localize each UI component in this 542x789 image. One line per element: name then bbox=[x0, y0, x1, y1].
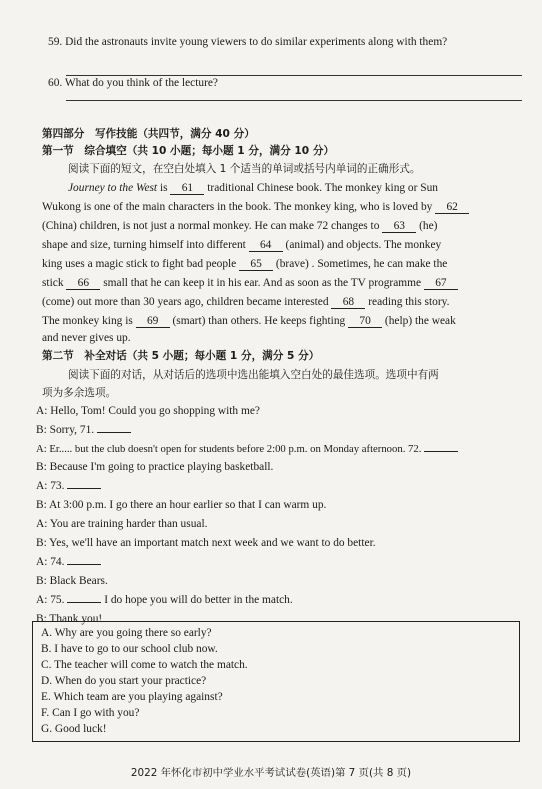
dialogue-line-3: A: Er..... but the club doesn't open for students before 2:00 p.m. on Monday afternoon. 72. bbox=[36, 443, 458, 456]
section2-heading: 第二节 补全对话（共 5 小题；每小题 1 分，满分 5 分） bbox=[42, 350, 320, 362]
cloze-line-7: (come) out more than 30 years ago, children became interested 68 reading this story. bbox=[42, 296, 450, 308]
section1-instruction: 阅读下面的短文，在空白处填入 1 个适当的单词或括号内单词的正确形式。 bbox=[68, 163, 421, 175]
blank-63[interactable]: 63 bbox=[382, 220, 416, 233]
blank-66[interactable]: 66 bbox=[66, 277, 100, 290]
book-title: Journey to the West bbox=[68, 182, 158, 194]
blank-68[interactable]: 68 bbox=[331, 296, 365, 309]
section1-heading: 第一节 综合填空（共 10 小题；每小题 1 分，满分 10 分） bbox=[42, 145, 335, 157]
option-f[interactable]: F. Can I go with you? bbox=[41, 707, 140, 719]
blank-65[interactable]: 65 bbox=[239, 258, 273, 271]
option-c[interactable]: C. The teacher will come to watch the match. bbox=[41, 659, 248, 671]
blank-72[interactable] bbox=[424, 451, 458, 452]
section2-instruction-1: 阅读下面的对话，从对话后的选项中选出能填入空白处的最佳选项。选项中有两 bbox=[68, 369, 439, 381]
blank-73[interactable] bbox=[67, 488, 101, 489]
blank-71[interactable] bbox=[97, 432, 131, 433]
cloze-line-2: Wukong is one of the main characters in the book. The monkey king, who is loved by 62 bbox=[42, 201, 469, 214]
dialogue-line-8: B: Yes, we'll have an important match next week and we want to do better. bbox=[36, 537, 376, 549]
option-d[interactable]: D. When do you start your practice? bbox=[41, 675, 207, 687]
blank-74[interactable] bbox=[67, 564, 101, 565]
dialogue-line-2: B: Sorry, 71. bbox=[36, 424, 131, 437]
answer-line-59[interactable] bbox=[66, 75, 522, 76]
dialogue-line-12: B: Thank you! bbox=[36, 613, 103, 625]
cloze-line-1: Journey to the West is 61 traditional Chinese book. The monkey king or Sun bbox=[68, 182, 438, 194]
blank-75[interactable] bbox=[67, 602, 101, 603]
cloze-line-4: shape and size, turning himself into different 64 (animal) and objects. The monkey bbox=[42, 239, 442, 251]
blank-64[interactable]: 64 bbox=[249, 239, 283, 252]
dialogue-line-10: B: Black Bears. bbox=[36, 575, 108, 587]
cloze-line-6: stick 66 small that he can keep it in his ear. And as soon as the TV programme 67 bbox=[42, 277, 458, 290]
question-60: 60. What do you think of the lecture? bbox=[48, 77, 218, 89]
dialogue-line-1: A: Hello, Tom! Could you go shopping with me? bbox=[36, 405, 260, 417]
dialogue-line-7: A: You are training harder than usual. bbox=[36, 518, 208, 530]
dialogue-line-6: B: At 3:00 p.m. I go there an hour earlier so that I can warm up. bbox=[36, 499, 327, 511]
option-e[interactable]: E. Which team are you playing against? bbox=[41, 691, 223, 703]
dialogue-line-5: A: 73. bbox=[36, 480, 101, 493]
dialogue-line-11: A: 75. I do hope you will do better in the match. bbox=[36, 594, 293, 606]
cloze-line-3: (China) children, is not just a normal monkey. He can make 72 changes to 63 (he) bbox=[42, 220, 438, 232]
section2-instruction-2: 项为多余选项。 bbox=[42, 387, 117, 399]
part4-heading: 第四部分 写作技能（共四节，满分 40 分） bbox=[42, 128, 255, 140]
blank-67[interactable]: 67 bbox=[424, 277, 458, 290]
cloze-line-5: king uses a magic stick to fight bad people 65 (brave) . Sometimes, he can make the bbox=[42, 258, 448, 270]
option-a[interactable]: A. Why are you going there so early? bbox=[41, 627, 212, 639]
dialogue-line-9: A: 74. bbox=[36, 556, 101, 569]
blank-62[interactable]: 62 bbox=[435, 201, 469, 214]
blank-61[interactable]: 61 bbox=[170, 182, 204, 195]
option-g[interactable]: G. Good luck! bbox=[41, 723, 107, 735]
question-59: 59. Did the astronauts invite young viewers to do similar experiments along with them? bbox=[48, 36, 448, 48]
blank-70[interactable]: 70 bbox=[348, 315, 382, 328]
cloze-line-9: and never gives up. bbox=[42, 332, 131, 344]
cloze-line-8: The monkey king is 69 (smart) than others. He keeps fighting 70 (help) the weak bbox=[42, 315, 456, 327]
answer-line-60[interactable] bbox=[66, 100, 522, 101]
options-box bbox=[32, 621, 520, 742]
option-b[interactable]: B. I have to go to our school club now. bbox=[41, 643, 218, 655]
blank-69[interactable]: 69 bbox=[136, 315, 170, 328]
page-footer: 2022 年怀化市初中学业水平考试试卷(英语)第 7 页(共 8 页) bbox=[130, 767, 412, 779]
dialogue-line-4: B: Because I'm going to practice playing basketball. bbox=[36, 461, 274, 473]
